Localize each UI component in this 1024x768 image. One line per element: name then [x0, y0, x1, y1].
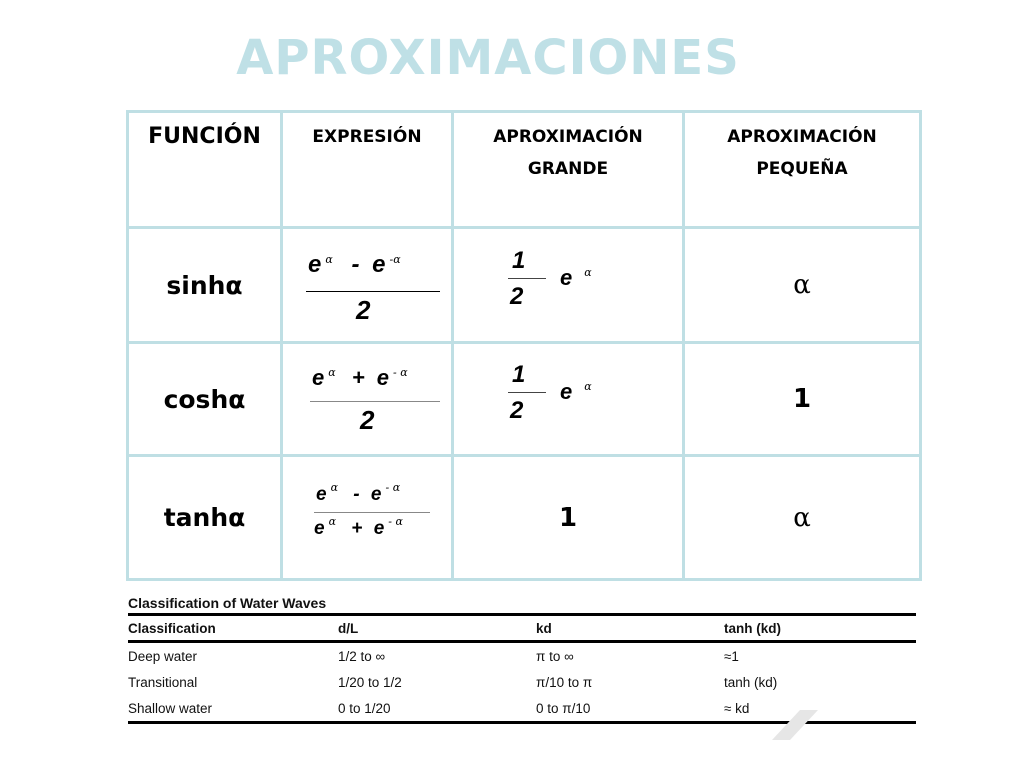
column-header: kd [536, 620, 552, 636]
table-header-row [128, 616, 916, 640]
grande-numerator: 1 [512, 361, 526, 388]
table-cell: Deep water [128, 648, 198, 664]
column-header: Classification [128, 620, 216, 636]
row-sinh-expresion [283, 229, 451, 341]
header-grande-line1: APROXIMACIÓN [493, 127, 643, 147]
fraction-bar [508, 278, 546, 279]
table-cell: Shallow water [128, 700, 213, 716]
table-cell: 1/2 to ∞ [338, 648, 386, 664]
page-title: APROXIMACIONES [236, 30, 740, 86]
row-tanh-pequena: α [793, 502, 811, 533]
row-sinh-grande [454, 229, 682, 341]
cosh-denominator: 2 [360, 405, 375, 435]
column-header: d/L [338, 620, 359, 636]
table-cell: 0 to 1/20 [338, 700, 391, 716]
grande-numerator: 1 [512, 247, 526, 274]
sinh-numerator: e $^\alpha$ - e $^{-\alpha}$ [308, 251, 401, 278]
table-cell: π to ∞ [536, 648, 574, 664]
row-sinh-funcion: sinhα [166, 270, 243, 300]
header-expresion-label: EXPRESIÓN [312, 127, 422, 147]
table-cell: 1/20 to 1/2 [338, 674, 402, 690]
table-row [128, 643, 916, 669]
row-sinh-pequena: α [793, 270, 811, 300]
water-waves-title: Classification of Water Waves [128, 595, 327, 611]
grande-exp: e $^\alpha$ [560, 379, 592, 404]
table-cell: ≈1 [724, 648, 739, 664]
row-cosh-grande [454, 344, 682, 454]
row-tanh-funcion: tanhα [163, 503, 246, 532]
tanh-denominator: e $^\alpha$ + e $^{- \alpha}$ [314, 514, 403, 539]
table-cell: 0 to π/10 [536, 700, 591, 716]
header-expresion [283, 113, 451, 226]
row-cosh-expresion [283, 344, 451, 454]
header-funcion [129, 113, 280, 226]
table-cell: ≈ kd [724, 700, 750, 716]
row-tanh-grande: 1 [558, 502, 578, 533]
cosh-numerator: e $^\alpha$ + e $^{- \alpha}$ [312, 365, 408, 390]
header-pequena-line2: PEQUEÑA [756, 159, 848, 179]
header-pequena-line1: APROXIMACIÓN [727, 127, 877, 147]
header-pequena [685, 113, 919, 226]
row-cosh-pequena: 1 [792, 384, 812, 414]
fraction-bar [310, 401, 440, 402]
row-cosh-funcion: coshα [163, 384, 246, 414]
grande-denominator: 2 [510, 283, 524, 310]
grande-denominator: 2 [510, 397, 524, 424]
table-cell: tanh (kd) [724, 674, 778, 690]
header-grande [454, 113, 682, 226]
approximations-table [126, 110, 922, 581]
decorative-stripe [760, 700, 830, 740]
column-header: tanh (kd) [724, 620, 781, 636]
tanh-numerator: e $^\alpha$ - e $^{- \alpha}$ [316, 480, 401, 505]
row-tanh-expresion [283, 457, 451, 578]
fraction-bar [306, 291, 440, 292]
sinh-denominator: 2 [356, 295, 371, 325]
table-cell: π/10 to π [536, 674, 593, 690]
grande-exp: e $^\alpha$ [560, 265, 592, 290]
table-cell: Transitional [128, 674, 198, 690]
fraction-bar [508, 392, 546, 393]
table-row [128, 669, 916, 695]
fraction-bar [314, 512, 430, 513]
header-funcion-label: FUNCIÓN [148, 124, 261, 149]
header-grande-line2: GRANDE [527, 159, 609, 179]
